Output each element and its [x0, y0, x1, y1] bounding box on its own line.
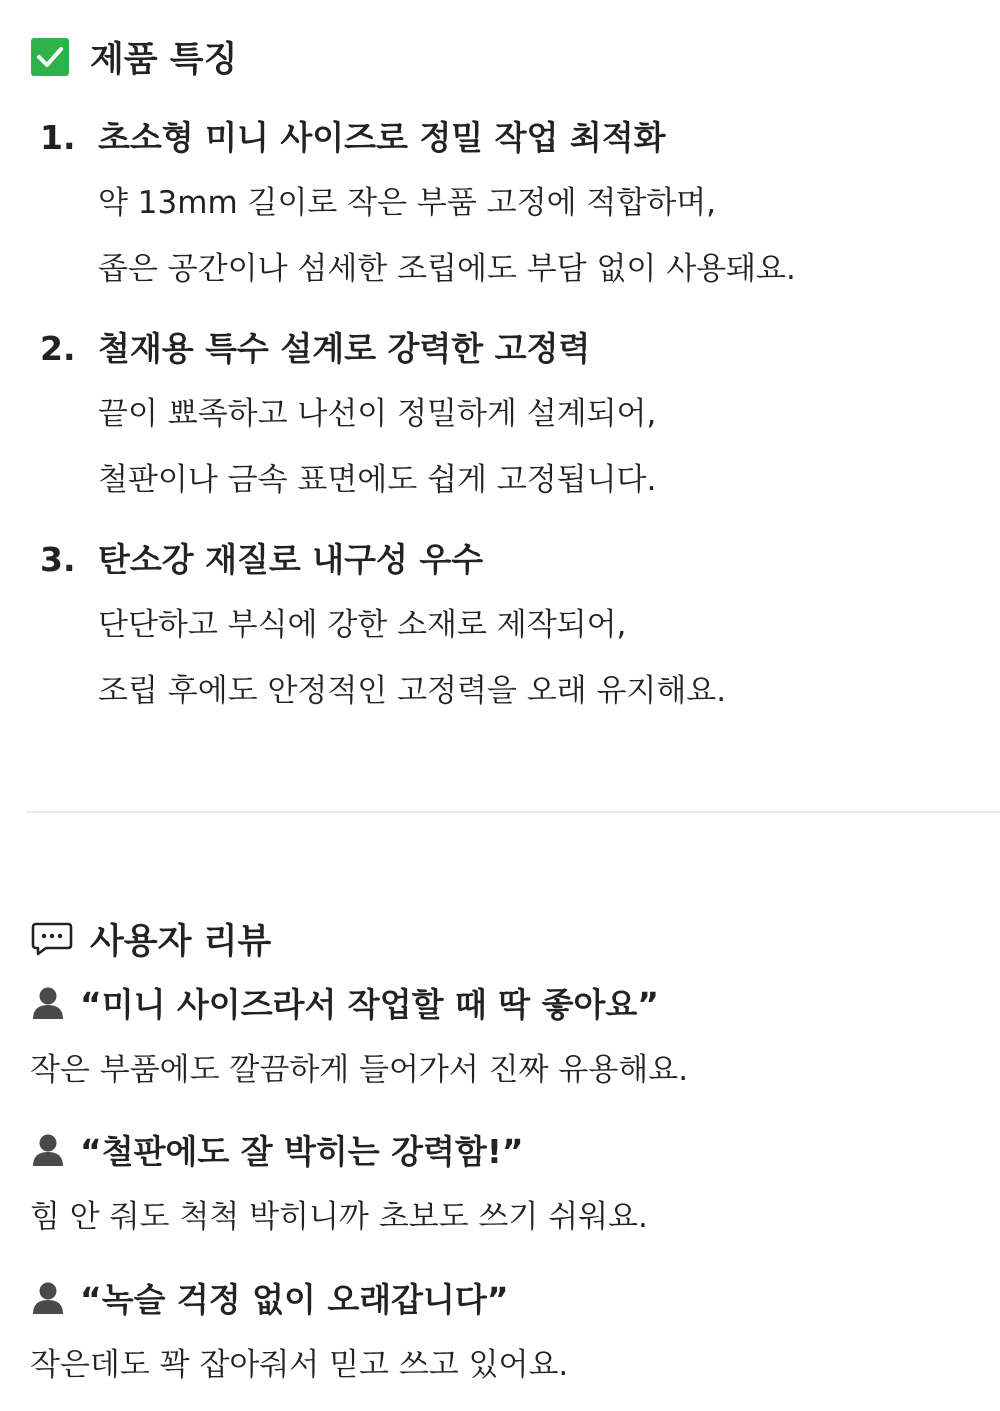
feature-description-line: 약 13mm 길이로 작은 부품 고정에 적합하며, [98, 185, 717, 221]
review-quote: “녹슬 걱정 없이 오래갑니다” [80, 1279, 509, 1319]
review-quote-row [30, 1275, 990, 1319]
review-body: 작은 부품에도 깔끔하게 들어가서 진짜 유용해요. [30, 1052, 689, 1088]
check-mark-icon [30, 37, 70, 77]
feature-title: 탄소강 재질로 내구성 우수 [98, 540, 484, 579]
reviews-header-label: 사용자 리뷰 [90, 922, 272, 962]
review-quote: “철판에도 잘 박히는 강력함!” [80, 1131, 524, 1171]
reviews-header [30, 914, 271, 964]
review-quote: “미니 사이즈라서 작업할 때 딱 좋아요” [80, 984, 659, 1024]
feature-number: 1. [40, 118, 76, 157]
feature-item-2 [40, 323, 980, 513]
person-silhouette-icon [30, 984, 66, 1020]
feature-description-line: 조립 후에도 안정적인 고정력을 오래 유지해요. [98, 673, 727, 709]
feature-item-1 [40, 112, 980, 302]
review-item-3 [30, 1275, 990, 1384]
review-quote-row [30, 1127, 990, 1171]
section-divider [26, 811, 1000, 813]
feature-title-row [40, 323, 980, 373]
person-silhouette-icon [30, 1279, 66, 1315]
feature-number: 3. [40, 540, 76, 579]
feature-item-3 [40, 534, 980, 724]
review-quote-row [30, 980, 990, 1024]
review-body: 작은데도 꽉 잡아줘서 믿고 쓰고 있어요. [30, 1347, 569, 1383]
review-item-1 [30, 980, 990, 1089]
feature-description-line: 끝이 뾰족하고 나선이 정밀하게 설계되어, [98, 396, 657, 432]
feature-title: 초소형 미니 사이즈로 정밀 작업 최적화 [98, 118, 666, 157]
feature-title-row [40, 534, 980, 584]
feature-description-line: 철판이나 금속 표면에도 쉽게 고정됩니다. [98, 462, 657, 498]
features-header [30, 32, 237, 82]
review-item-2 [30, 1127, 990, 1236]
feature-title: 철재용 특수 설계로 강력한 고정력 [98, 329, 591, 368]
review-body: 힘 안 줘도 척척 박히니까 초보도 쓰기 쉬워요. [30, 1199, 648, 1235]
feature-title-row [40, 112, 980, 162]
feature-number: 2. [40, 329, 76, 368]
speech-bubble-icon [30, 921, 74, 957]
feature-description-line: 좁은 공간이나 섬세한 조립에도 부담 없이 사용돼요. [98, 251, 796, 287]
features-header-label: 제품 특징 [90, 40, 238, 80]
person-silhouette-icon [30, 1131, 66, 1167]
feature-description-line: 단단하고 부식에 강한 소재로 제작되어, [98, 607, 627, 643]
